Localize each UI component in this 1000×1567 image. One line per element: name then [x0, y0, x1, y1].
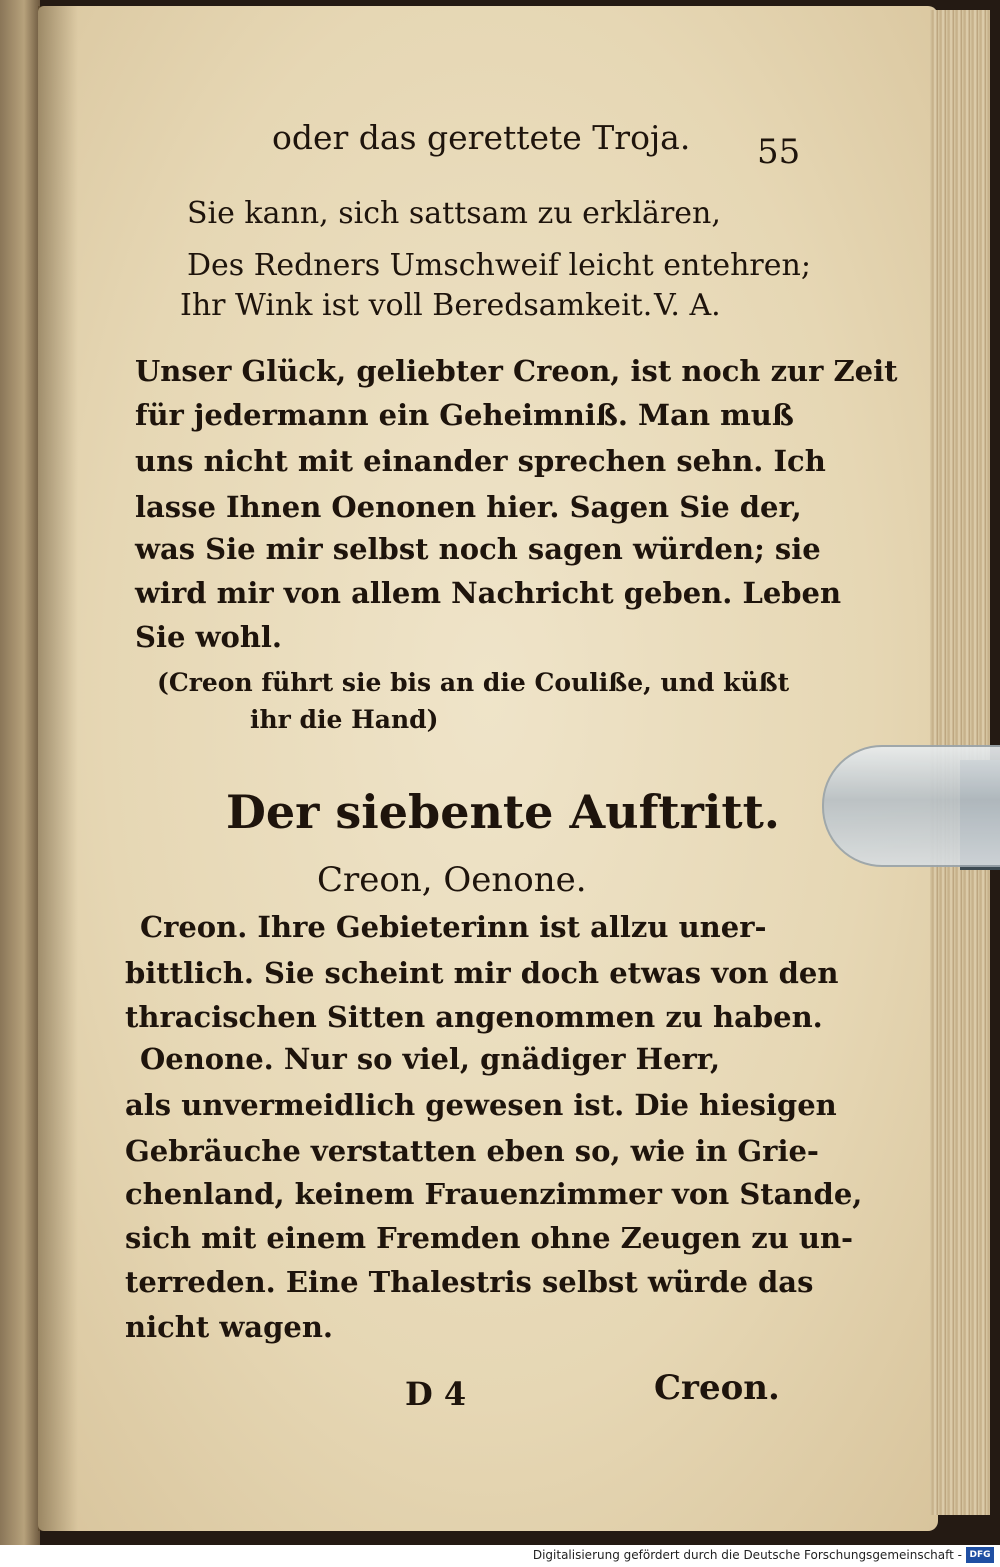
signature-mark: D 4 [405, 1375, 467, 1413]
prose-line: wird mir von allem Nachricht geben. Leben [135, 576, 842, 610]
prose-line: Sie wohl. [135, 620, 283, 654]
dialogue-line: bittlich. Sie scheint mir doch etwas von den [125, 956, 839, 990]
prose-line: für jedermann ein Geheimniß. Man muß [135, 398, 794, 432]
page-number: 55 [757, 132, 801, 172]
prose-line: was Sie mir selbst noch sagen würden; sie [135, 532, 821, 566]
book-page [38, 6, 938, 1531]
dialogue-line: Gebräuche verstatten eben so, wie in Grie- [125, 1134, 819, 1168]
credit-bar [0, 1545, 1000, 1567]
dialogue-line: nicht wagen. [125, 1310, 333, 1344]
spine-shadow [38, 6, 78, 1531]
dialogue-line: Creon. Ihre Gebieterinn ist allzu uner- [140, 910, 767, 944]
credit-text: Digitalisierung gefördert durch die Deutsche Forschungsgemeinschaft - [532, 1548, 962, 1562]
running-head: oder das gerettete Troja. [272, 118, 691, 157]
scene-heading: Der siebente Auftritt. [226, 785, 780, 839]
scene-characters: Creon, Oenone. [317, 860, 587, 900]
catchword: Creon. [654, 1368, 780, 1408]
left-page-edge [0, 0, 40, 1560]
dialogue-line: Oenone. Nur so viel, gnädiger Herr, [140, 1042, 721, 1076]
verse-signature: V. A. [654, 288, 721, 323]
dialogue-line: terreden. Eine Thalestris selbst würde das [125, 1265, 814, 1299]
prose-line: lasse Ihnen Oenonen hier. Sagen Sie der, [135, 490, 802, 524]
verse-line: Ihr Wink ist voll Beredsamkeit. [180, 288, 653, 323]
prose-line: Unser Glück, geliebter Creon, ist noch zur Zeit [135, 354, 898, 388]
page-clip [822, 745, 1000, 867]
stage-direction-line: ihr die Hand) [250, 705, 439, 734]
dfg-logo: DFG [966, 1547, 994, 1563]
dialogue-line: sich mit einem Fremden ohne Zeugen zu un- [125, 1221, 854, 1255]
dialogue-line: als unvermeidlich gewesen ist. Die hiesigen [125, 1088, 837, 1122]
verse-line: Sie kann, sich sattsam zu erklären, [187, 196, 721, 231]
dialogue-line: chenland, keinem Frauenzimmer von Stande, [125, 1177, 863, 1211]
dialogue-line: thracischen Sitten angenommen zu haben. [125, 1000, 823, 1034]
prose-line: uns nicht mit einander sprechen sehn. Ich [135, 444, 826, 478]
verse-line: Des Redners Umschweif leicht entehren; [187, 248, 811, 283]
stage-direction-line: (Creon führt sie bis an die Couliße, und küßt [157, 668, 790, 697]
